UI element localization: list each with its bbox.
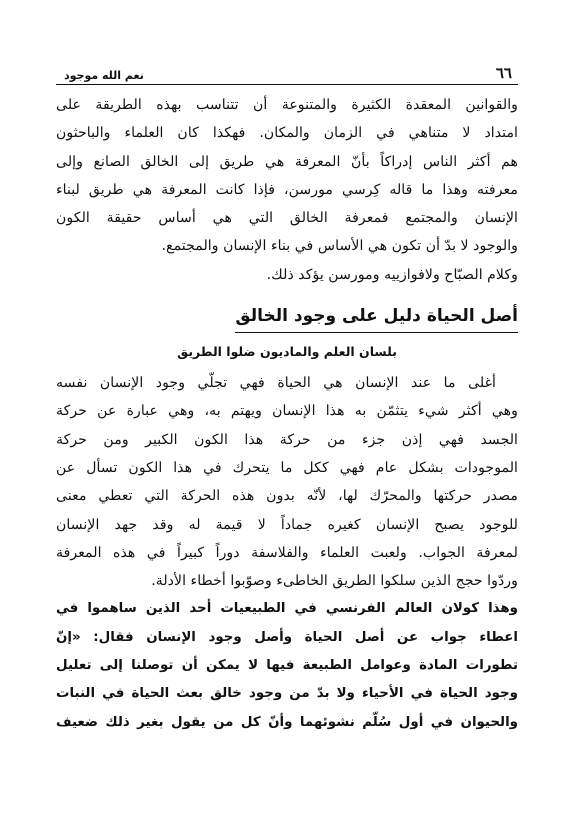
text-line: والحيوان في أول سُلّم نشوئهما وأنّ كل من يقول بغير ذلك ضعيف	[56, 714, 518, 730]
text-line: هم أكثر الناس إدراكاً بأنّ المعرفة هي طريق إلى الخالق الصانع وإلى	[56, 153, 518, 170]
text-line: اعطاء جواب عن أصل الحياة وأصل وجود الإنسان فقال: «إنّ	[56, 629, 518, 645]
text-line: الإنسان والمجتمع فمعرفة الخالق التي هي أساس حقيقة الكون	[56, 210, 518, 227]
text-line: مصدر حركتها والمحرّك لها، لأنّه بدون هذه الحركة التي تعطي معنى	[56, 488, 518, 505]
section-subheading: بلسان العلم والماديون ضلوا الطريق	[177, 344, 397, 360]
text-line: والوجود لا بدّ أن تكون هي الأساس في بناء الإنسان والمجتمع.	[161, 238, 518, 255]
book-title: نعم الله موجود	[64, 69, 144, 82]
text-line: وكلام الصبّاح ولافوازييه ومورسن يؤكد ذلك.	[266, 266, 518, 283]
text-line: الموجودات بشكل عام فهي ككل ما يتحرك في هذا الكون تسأل عن	[56, 459, 518, 476]
text-line: الجسد فهي إذن جزء من حركة هذا الكون الكبير ومن حركة	[56, 431, 518, 448]
text-line: معرفته وهذا ما قاله كِرسي مورسن، فإذا كانت المعرفة هي طريق لبناء	[56, 181, 518, 198]
text-line: للوجود يصبح الإنسان كغيره جماداً لا قيمة له وقد جهد الإنسان	[56, 516, 518, 533]
section-heading: أصل الحياة دليل على وجود الخالق	[235, 301, 518, 333]
body-paragraph	[56, 369, 518, 595]
quote-paragraph	[56, 595, 518, 736]
book-page	[56, 60, 518, 820]
section-heading-wrap	[56, 289, 518, 333]
intro-paragraph	[56, 91, 518, 289]
text-line: وردّوا حجج الذين سلكوا الطريق الخاطىء وصوّبوا أخطاء الأدلة.	[151, 573, 518, 590]
page-number: ٦٦	[495, 64, 512, 82]
text-line: وهي أكثر شيء يتثمّن به هذا الإنسان ويهتم به، وهي عبارة عن حركة	[56, 403, 518, 420]
text-line: وهذا كولان العالم الفرنسي في الطبيعيات أحد الذين ساهموا في	[56, 601, 518, 617]
text-line: لمعرفة الجواب. ولعبت العلماء والفلاسفة دوراً كبيراً في هذه المعرفة	[56, 544, 518, 561]
text-line: والقوانين المعقدة الكثيرة والمتنوعة أن تتناسب بهذه الطريقة على	[56, 97, 518, 113]
text-line: وجود الحياة في الأحياء ولا بدّ من وجود خالق بعث الحياة في النبات	[56, 686, 518, 702]
text-line: امتداد لا متناهي في الزمان والمكان. فهكذا كان العلماء والباحثون	[56, 125, 518, 142]
text-line: أغلى ما عند الإنسان هي الحياة فهي تجلّي وجود الإنسان نفسه	[56, 375, 496, 392]
text-line: تطورات المادة وعوامل الطبيعة فيها لا يمكن أن توصلنا إلى تعليل	[56, 658, 518, 674]
running-header	[56, 60, 518, 85]
